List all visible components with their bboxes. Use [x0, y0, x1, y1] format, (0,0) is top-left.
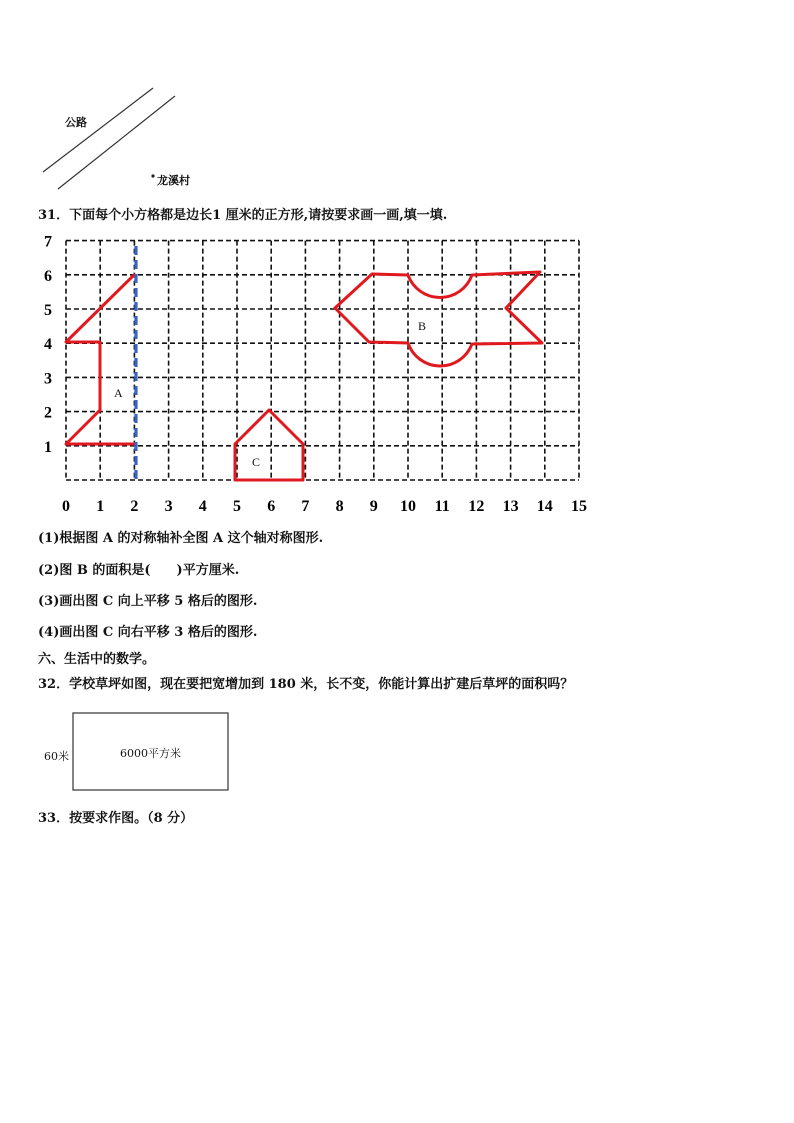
grid-lines	[66, 241, 579, 480]
x-tick-label: 1	[96, 498, 105, 515]
question-31-part-4: (4)画出图 C 向右平移 3 格后的图形.	[38, 625, 258, 640]
x-axis-ticks	[62, 498, 587, 515]
y-tick-label: 5	[44, 302, 52, 319]
section-6-heading: 六、生活中的数学。	[38, 652, 156, 667]
shape-b-label: B	[418, 319, 427, 333]
y-tick-label: 7	[44, 233, 52, 251]
lawn-area-label: 6000平方米	[120, 747, 181, 760]
shape-a-label: A	[114, 386, 123, 400]
question-31-part-1: (1)根据图 A 的对称轴补全图 A 这个轴对称图形.	[38, 531, 324, 546]
x-tick-label: 15	[571, 498, 587, 515]
x-tick-label: 9	[369, 498, 378, 515]
x-tick-label: 5	[233, 498, 241, 515]
x-tick-label: 8	[335, 498, 344, 515]
x-tick-label: 6	[267, 498, 276, 515]
x-tick-label: 11	[434, 498, 450, 515]
x-tick-label: 10	[400, 498, 416, 515]
shape-b	[335, 272, 542, 366]
question-31-part-2: (2)图 B 的面积是( )平方厘米.	[38, 563, 240, 578]
road-line-1	[43, 88, 153, 172]
village-label: 龙溪村	[157, 174, 190, 187]
road-figure	[0, 0, 794, 200]
x-tick-label: 2	[130, 498, 139, 515]
x-tick-label: 3	[164, 498, 173, 515]
question-32: 32．学校草坪如图，现在要把宽增加到 180 米，长不变，你能计算出扩建后草坪的面积吗？	[38, 677, 574, 692]
y-axis-ticks	[44, 234, 52, 456]
x-tick-label: 4	[198, 498, 207, 515]
coordinate-grid	[30, 230, 590, 530]
x-tick-label: 7	[301, 498, 310, 515]
y-tick-label: 6	[44, 267, 52, 285]
y-tick-label: 4	[44, 336, 52, 354]
question-31: 31．下面每个小方格都是边长1 厘米的正方形,请按要求画一画,填一填.	[38, 208, 448, 223]
village-dot	[151, 174, 154, 177]
y-tick-label: 2	[44, 404, 52, 422]
question-31-part-3: (3)画出图 C 向上平移 5 格后的图形.	[38, 594, 258, 609]
y-tick-label: 1	[44, 438, 52, 456]
lawn-width-label: 60米	[44, 750, 69, 763]
shape-c-label: C	[252, 455, 261, 469]
x-tick-label: 12	[468, 498, 485, 515]
x-tick-label: 14	[536, 498, 553, 515]
road-label: 公路	[65, 116, 87, 129]
x-tick-label: 0	[62, 498, 70, 515]
question-33: 33．按要求作图。（8 分）	[38, 811, 194, 826]
x-tick-label: 13	[502, 498, 519, 515]
y-tick-label: 3	[44, 370, 52, 388]
